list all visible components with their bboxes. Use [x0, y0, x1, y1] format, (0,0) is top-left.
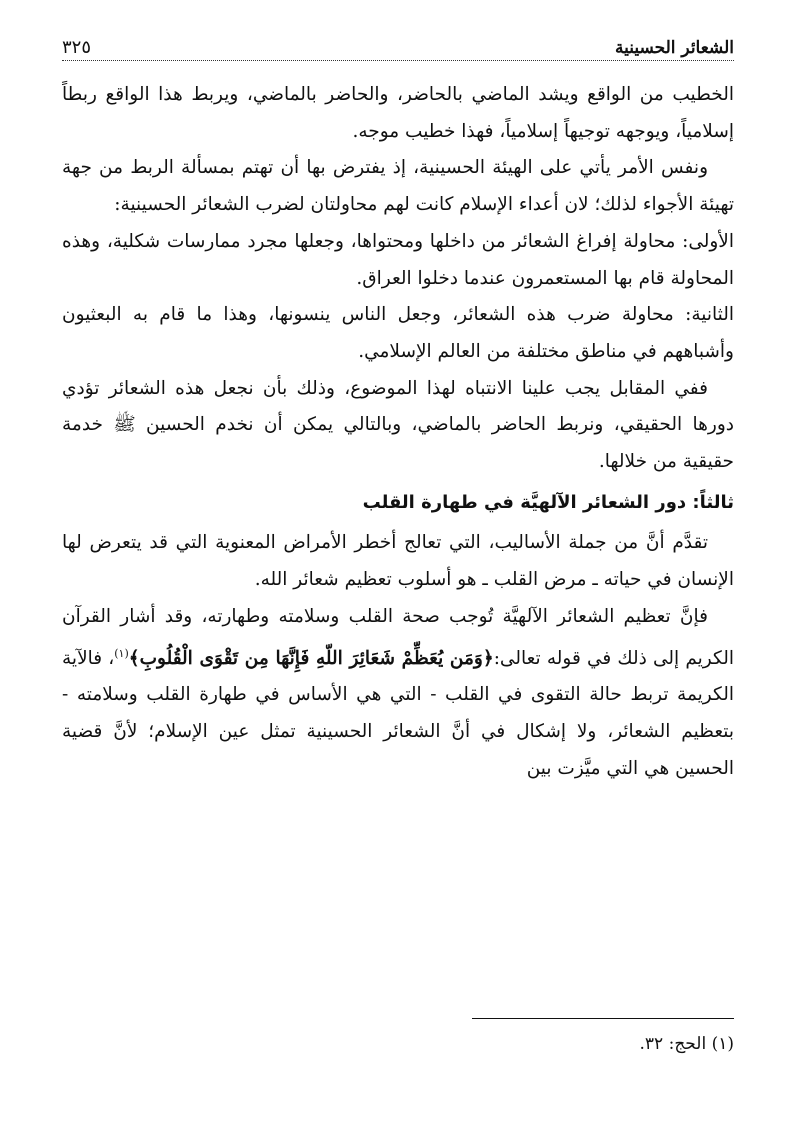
running-header [62, 28, 734, 61]
paragraph-text: ، فالآية الكريمة تربط حالة التقوى في القلب - التي هي الأساس في طهارة القلب وسلامته - بتعظيم الشعائر، ولا إشكال في أنَّ الشعائر الحسينية تمثل عين الإسلام؛ لأنَّ قضية الحسين هي التي ميَّزت بين [62, 647, 734, 779]
main-text [62, 77, 734, 788]
book-page [62, 28, 734, 1128]
paragraph: ونفس الأمر يأتي على الهيئة الحسينية، إذ يفترض بها أن تهتم بمسألة الربط من جهة تهيئة الأجواء لذلك؛ لان أعداء الإسلام كانت لهم محاولتان لضرب الشعائر الحسينية: [62, 157, 734, 216]
paragraph: الأولى: محاولة إفراغ الشعائر من داخلها ومحتواها، وجعلها مجرد ممارسات شكلية، وهذه المحاولة قام بها المستعمرون عندما دخلوا العراق. [62, 230, 734, 289]
paragraph: تقدَّم أنَّ من جملة الأساليب، التي تعالج أخطر الأمراض المعنوية التي قد يتعرض لها الإنسان في حياته ـ مرض القلب ـ هو أسلوب تعظيم شعائر الله. [62, 532, 734, 591]
paragraph-text: فإنَّ تعظيم الشعائر الآلهيَّة تُوجب صحة القلب وسلامته وطهارته، وقد أشار القرآن الكريم إلى ذلك في قوله تعالى: [62, 605, 735, 669]
running-title: الشعائر الحسينية [614, 38, 734, 58]
footnote-divider [472, 1018, 734, 1019]
paragraph: الثانية: محاولة ضرب هذه الشعائر، وجعل الناس ينسونها، وهذا ما قام به البعثيون وأشباههم في مناطق مختلفة من العالم الإسلامي. [62, 304, 734, 362]
paragraph: الخطيب من الواقع ويشد الماضي بالحاضر، والحاضر بالماضي، ويربط هذا الواقع ربطاً إسلامياً، ويوجهه توجيهاً إسلامياً، فهذا خطيب موجه. [62, 84, 734, 142]
page-number: ٣٢٥ [62, 37, 92, 58]
section-heading: ثالثاً: دور الشعائر الآلهيَّة في طهارة القلب [362, 491, 734, 513]
paragraph: ففي المقابل يجب علينا الانتباه لهذا الموضوع، وذلك بأن نجعل هذه الشعائر تؤدي دورها الحقيقي، ونربط الحاضر بالماضي، وبالتالي يمكن أن نخدم الحسين ﷺ خدمة حقيقية من خلالها. [62, 377, 734, 473]
footnote: (١) الحج: ٣٢. [639, 1034, 734, 1054]
paragraph-with-quran-verse [62, 599, 734, 788]
footnote-reference[interactable]: (١) [114, 646, 129, 660]
quran-verse: ﴿وَمَن يُعَظِّمْ شَعَائِرَ اللّهِ فَإِنَّهَا مِن تَقْوَى الْقُلُوبِ﴾ [128, 647, 494, 669]
